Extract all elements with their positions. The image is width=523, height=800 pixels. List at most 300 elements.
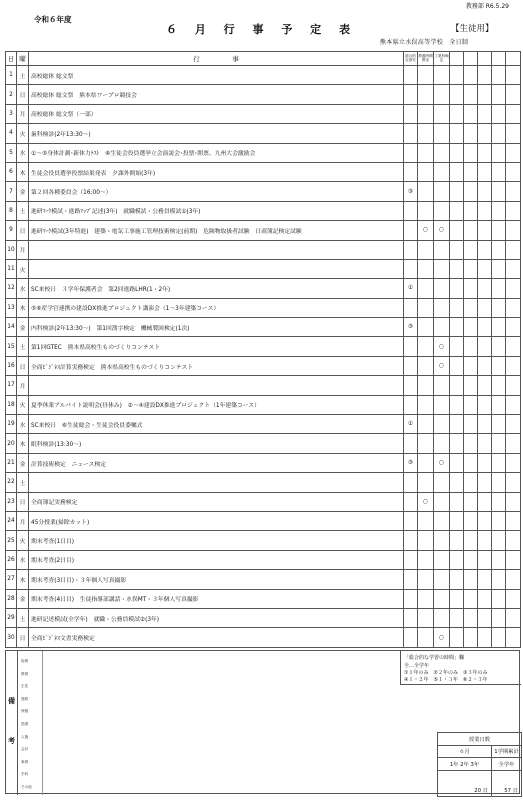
mark-cell xyxy=(478,259,492,278)
mark-cell xyxy=(492,259,506,278)
mark-cell xyxy=(478,240,492,259)
weekday-cell: 日 xyxy=(17,221,29,240)
legend-line: ①１年のみ ②２年のみ ③３年のみ xyxy=(404,670,488,676)
mark-cell xyxy=(450,279,464,298)
department-label: 進路 xyxy=(21,696,29,701)
weekday-cell: 木 xyxy=(17,434,29,453)
mark-cell xyxy=(464,356,478,375)
mark-cell: ○ xyxy=(434,628,450,647)
mark-cell xyxy=(478,434,492,453)
schedule-table xyxy=(5,51,521,648)
day-cell: 24 xyxy=(6,511,17,530)
mark-cell xyxy=(404,162,418,181)
mark-cell xyxy=(506,85,521,104)
blank-header xyxy=(492,52,506,66)
mark-cell xyxy=(478,511,492,530)
mark-cell xyxy=(506,182,521,201)
mark-cell xyxy=(464,259,478,278)
event-cell: 全商簿記実務検定 xyxy=(29,492,404,511)
event-cell: SC来校日 ⑥生徒総会・生徒会役員委嘱式 xyxy=(29,415,404,434)
mark-cell xyxy=(464,434,478,453)
mark-cell: ③ xyxy=(404,318,418,337)
event-cell: ⑤⑥産学官連携の建設DX推進プロジェクト講演会（1～3年建築コース） xyxy=(29,298,404,317)
mark-cell xyxy=(492,473,506,492)
mark-cell xyxy=(492,492,506,511)
event-cell: 生徒会役員選挙投票結果発表 夕課外開始(3年) xyxy=(29,162,404,181)
mark-cell xyxy=(404,124,418,143)
mark-cell xyxy=(450,124,464,143)
mark-cell xyxy=(418,453,434,472)
table-row xyxy=(6,473,521,492)
weekday-cell: 日 xyxy=(17,492,29,511)
table-row xyxy=(6,182,521,201)
mark-cell xyxy=(434,511,450,530)
mark-cell xyxy=(404,337,418,356)
mark-cell xyxy=(492,143,506,162)
mark-cell xyxy=(450,570,464,589)
mark-cell xyxy=(450,298,464,317)
mark-cell xyxy=(492,589,506,608)
mark-cell xyxy=(450,395,464,414)
event-cell xyxy=(29,240,404,259)
event-cell: 期末考査(3日目)・３年個人写真撮影 xyxy=(29,570,404,589)
table-row xyxy=(6,608,521,627)
table-row xyxy=(6,298,521,317)
mark-cell xyxy=(404,240,418,259)
mark-cell xyxy=(492,570,506,589)
mark-cell xyxy=(478,279,492,298)
mark-cell xyxy=(478,356,492,375)
event-cell: 45分授業(掃除カット) xyxy=(29,511,404,530)
department-label: 教務 xyxy=(21,671,29,676)
mark-cell xyxy=(418,240,434,259)
table-row xyxy=(6,259,521,278)
weekday-cell: 水 xyxy=(17,550,29,569)
weekday-cell: 火 xyxy=(17,395,29,414)
mark-cell xyxy=(492,511,506,530)
mark-cell xyxy=(506,259,521,278)
mark-cell xyxy=(450,259,464,278)
day-cell: 22 xyxy=(6,473,17,492)
table-row xyxy=(6,453,521,472)
mark-cell xyxy=(492,104,506,123)
table-row xyxy=(6,66,521,85)
mark-cell xyxy=(506,473,521,492)
legend-line: ④１・２年 ⑤１・３年 ⑥２・３年 xyxy=(404,677,488,683)
mark-cell xyxy=(434,550,450,569)
mark-cell xyxy=(506,298,521,317)
mark-cell xyxy=(450,221,464,240)
mark-cell xyxy=(492,550,506,569)
mark-cell xyxy=(492,337,506,356)
school-days-table xyxy=(437,732,522,797)
mark-cell xyxy=(418,162,434,181)
mark-cell xyxy=(478,453,492,472)
mark-cell xyxy=(506,608,521,627)
weekday-cell: 木 xyxy=(17,298,29,317)
mark-cell xyxy=(434,298,450,317)
mark-cell xyxy=(434,473,450,492)
day-cell: 9 xyxy=(6,221,17,240)
mark-cell xyxy=(492,162,506,181)
department-label: 学科 xyxy=(21,772,29,777)
table-row xyxy=(6,570,521,589)
event-cell: 高校総体 総文祭 xyxy=(29,66,404,85)
day-cell: 4 xyxy=(6,124,17,143)
sub-header-inquiry: 総合的な探究 xyxy=(404,52,418,66)
weekday-cell: 月 xyxy=(17,240,29,259)
table-row xyxy=(6,162,521,181)
legend-line: 「総合的な学習の時間」欄 xyxy=(404,655,465,661)
department-label: 人権 xyxy=(21,734,29,739)
event-cell xyxy=(29,376,404,395)
mark-cell xyxy=(434,570,450,589)
event-cell: 高校総体 総文祭 熊本県ワープロ競技会 xyxy=(29,85,404,104)
mark-cell: ○ xyxy=(418,492,434,511)
mark-cell xyxy=(506,318,521,337)
mark-cell xyxy=(492,240,506,259)
mark-cell xyxy=(478,124,492,143)
mark-cell xyxy=(478,608,492,627)
weekday-cell: 火 xyxy=(17,531,29,550)
mark-cell xyxy=(478,66,492,85)
day-cell: 30 xyxy=(6,628,17,647)
mark-cell xyxy=(506,356,521,375)
mark-cell xyxy=(464,124,478,143)
mark-cell xyxy=(464,279,478,298)
department-list xyxy=(19,651,43,795)
weekday-cell: 日 xyxy=(17,356,29,375)
mark-cell xyxy=(418,143,434,162)
weekday-cell: 金 xyxy=(17,453,29,472)
mark-cell xyxy=(450,628,464,647)
sub-header-classroom: 教養時間教室 xyxy=(418,52,434,66)
mark-cell xyxy=(492,531,506,550)
table-row xyxy=(6,85,521,104)
table-row xyxy=(6,531,521,550)
remarks-label-top: 備 xyxy=(8,697,15,705)
mark-cell xyxy=(404,221,418,240)
mark-cell xyxy=(492,182,506,201)
mark-cell xyxy=(450,162,464,181)
grade-label: 1年 2年 3年 xyxy=(438,758,492,771)
mark-cell xyxy=(492,66,506,85)
mark-cell xyxy=(478,298,492,317)
day-cell: 28 xyxy=(6,589,17,608)
weekday-cell: 水 xyxy=(17,279,29,298)
mark-cell xyxy=(434,395,450,414)
mark-cell xyxy=(492,279,506,298)
mark-cell xyxy=(492,85,506,104)
legend-line: 全…全学年 xyxy=(404,663,430,669)
department-label: 図書 xyxy=(21,722,29,726)
school-name: 熊本県立水俣高等学校 全日制 xyxy=(380,39,469,46)
mark-cell xyxy=(506,628,521,647)
mark-cell xyxy=(450,356,464,375)
mark-cell xyxy=(404,85,418,104)
mark-cell xyxy=(506,337,521,356)
day-cell: 1 xyxy=(6,66,17,85)
mark-cell xyxy=(464,608,478,627)
mark-cell xyxy=(464,143,478,162)
event-cell: 進研ﾏｰｸ模試(3年特進) 建築・電気工事施工管理技術検定(前期) 危険物取扱者試験 日商簿記検定試験 xyxy=(29,221,404,240)
remarks-label-bottom: 考 xyxy=(8,737,15,745)
event-cell xyxy=(29,259,404,278)
mark-cell xyxy=(478,415,492,434)
weekday-cell: 金 xyxy=(17,318,29,337)
mark-cell xyxy=(506,376,521,395)
day-cell: 6 xyxy=(6,162,17,181)
table-row xyxy=(6,376,521,395)
mark-cell xyxy=(418,570,434,589)
event-cell: 進研ﾏｰｸ模試・進路ﾏｯﾌﾟ記述(3年) 就職模試・公務員模試①(3年) xyxy=(29,201,404,220)
mark-cell xyxy=(464,376,478,395)
mark-cell xyxy=(450,85,464,104)
table-row xyxy=(6,589,521,608)
mark-cell xyxy=(506,104,521,123)
event-cell: 全商ﾋﾞｼﾞﾈｽ文書実務検定 xyxy=(29,628,404,647)
schedule-rows xyxy=(6,66,521,648)
mark-cell xyxy=(464,162,478,181)
mark-cell: ① xyxy=(404,279,418,298)
mark-cell xyxy=(464,318,478,337)
cumulative-days-value: 57 日 xyxy=(492,770,522,796)
mark-cell xyxy=(450,201,464,220)
department-label: 保健 xyxy=(21,709,29,714)
mark-cell xyxy=(478,143,492,162)
mark-cell xyxy=(492,395,506,414)
day-cell: 13 xyxy=(6,298,17,317)
mark-cell xyxy=(450,415,464,434)
mark-cell xyxy=(418,104,434,123)
remarks-label-column xyxy=(6,651,18,795)
mark-cell xyxy=(492,434,506,453)
mark-cell xyxy=(464,511,478,530)
mark-cell: ○ xyxy=(434,337,450,356)
table-row xyxy=(6,628,521,647)
mark-cell xyxy=(478,376,492,395)
mark-cell xyxy=(450,318,464,337)
event-cell: 第1回GTEC 熊本県高校生ものづくりコンテスト xyxy=(29,337,404,356)
mark-cell xyxy=(492,201,506,220)
mark-cell xyxy=(434,85,450,104)
events-header: 行 事 xyxy=(29,52,404,66)
weekday-cell: 月 xyxy=(17,511,29,530)
day-cell: 5 xyxy=(6,143,17,162)
mark-cell xyxy=(418,531,434,550)
mark-cell xyxy=(492,453,506,472)
mark-cell xyxy=(418,628,434,647)
mark-cell xyxy=(450,589,464,608)
mark-cell xyxy=(506,453,521,472)
table-row xyxy=(6,318,521,337)
table-row xyxy=(6,337,521,356)
mark-cell xyxy=(478,104,492,123)
mark-cell xyxy=(464,531,478,550)
weekday-cell: 火 xyxy=(17,259,29,278)
mark-cell xyxy=(506,415,521,434)
event-cell: 夏季休業アルバイト説明会(昼休み) ②～④建設DX推進プロジェクト（1年建築コース） xyxy=(29,395,404,414)
day-cell: 20 xyxy=(6,434,17,453)
department-label: 総務 xyxy=(21,659,29,663)
mark-cell xyxy=(506,201,521,220)
table-row xyxy=(6,356,521,375)
mark-cell xyxy=(450,143,464,162)
day-cell: 12 xyxy=(6,279,17,298)
mark-cell xyxy=(404,356,418,375)
mark-cell xyxy=(418,337,434,356)
table-row xyxy=(6,434,521,453)
table-row xyxy=(6,201,521,220)
table-row xyxy=(6,550,521,569)
event-cell: 内科検診(2年13:30～) 第1回漢字検定 機械製図検定(1次) xyxy=(29,318,404,337)
mark-cell xyxy=(418,356,434,375)
mark-cell xyxy=(478,550,492,569)
weekday-cell: 土 xyxy=(17,337,29,356)
mark-cell xyxy=(450,608,464,627)
mark-cell xyxy=(492,376,506,395)
weekday-cell: 水 xyxy=(17,143,29,162)
day-cell: 18 xyxy=(6,395,17,414)
mark-cell xyxy=(418,395,434,414)
weekday-cell: 金 xyxy=(17,589,29,608)
table-row xyxy=(6,124,521,143)
mark-cell xyxy=(464,337,478,356)
table-row xyxy=(6,415,521,434)
mark-cell xyxy=(418,259,434,278)
mark-cell xyxy=(450,376,464,395)
audience-label: 【生徒用】 xyxy=(451,24,494,34)
day-cell: 25 xyxy=(6,531,17,550)
mark-cell xyxy=(450,473,464,492)
mark-cell xyxy=(418,415,434,434)
mark-cell xyxy=(434,589,450,608)
school-days-title: 授業日数 xyxy=(438,733,522,746)
mark-cell xyxy=(506,143,521,162)
mark-cell xyxy=(450,182,464,201)
fiscal-year: 令和６年度 xyxy=(34,15,72,24)
weekday-header: 曜 xyxy=(17,52,29,66)
mark-cell xyxy=(506,66,521,85)
weekday-cell: 月 xyxy=(17,104,29,123)
mark-cell xyxy=(404,104,418,123)
mark-cell xyxy=(464,182,478,201)
mark-cell xyxy=(434,124,450,143)
mark-cell xyxy=(434,240,450,259)
mark-cell xyxy=(434,104,450,123)
mark-cell xyxy=(418,550,434,569)
mark-cell xyxy=(404,531,418,550)
mark-cell xyxy=(506,550,521,569)
mark-cell: ③ xyxy=(404,453,418,472)
department-label: 事務 xyxy=(21,759,29,764)
mark-cell xyxy=(434,259,450,278)
weekday-cell: 木 xyxy=(17,570,29,589)
mark-cell xyxy=(478,201,492,220)
day-cell: 8 xyxy=(6,201,17,220)
mark-cell xyxy=(478,318,492,337)
day-cell: 10 xyxy=(6,240,17,259)
mark-cell xyxy=(506,395,521,414)
all-grades-label: 全学年 xyxy=(492,758,522,771)
mark-cell xyxy=(418,85,434,104)
mark-cell xyxy=(478,221,492,240)
event-cell: 進研記述模試(全学年) 就職・公務員模試②(3年) xyxy=(29,608,404,627)
mark-cell xyxy=(506,221,521,240)
weekday-cell: 水 xyxy=(17,415,29,434)
mark-cell xyxy=(506,511,521,530)
mark-cell xyxy=(434,415,450,434)
table-header-row xyxy=(6,52,521,66)
mark-cell xyxy=(464,298,478,317)
day-cell: 7 xyxy=(6,182,17,201)
mark-cell xyxy=(506,240,521,259)
mark-cell xyxy=(418,589,434,608)
weekday-cell: 土 xyxy=(17,66,29,85)
mark-cell xyxy=(434,318,450,337)
mark-cell xyxy=(418,473,434,492)
mark-cell xyxy=(418,201,434,220)
event-cell: 計算技術検定 ニュース検定 xyxy=(29,453,404,472)
mark-cell xyxy=(434,66,450,85)
mark-cell xyxy=(404,628,418,647)
mark-cell xyxy=(434,608,450,627)
mark-cell: ○ xyxy=(434,453,450,472)
issue-stamp: 教務部 R6.5.29 xyxy=(465,3,509,10)
mark-cell xyxy=(478,182,492,201)
event-cell: ①～⑤身体計測･新体力ﾃｽﾄ ⑥生徒会役員選挙立会演説会･投票･開票、九州大会激励会 xyxy=(29,143,404,162)
mark-cell xyxy=(478,395,492,414)
mark-cell: ○ xyxy=(418,221,434,240)
mark-cell xyxy=(492,221,506,240)
mark-cell xyxy=(404,570,418,589)
blank-header xyxy=(478,52,492,66)
mark-cell xyxy=(434,162,450,181)
mark-cell xyxy=(450,550,464,569)
mark-cell: ③ xyxy=(404,182,418,201)
mark-cell xyxy=(506,162,521,181)
mark-cell xyxy=(450,434,464,453)
day-cell: 15 xyxy=(6,337,17,356)
mark-cell xyxy=(506,434,521,453)
mark-cell xyxy=(418,124,434,143)
mark-cell xyxy=(478,337,492,356)
integrated-study-legend xyxy=(400,651,521,685)
weekday-cell: 日 xyxy=(17,628,29,647)
mark-cell xyxy=(404,550,418,569)
mark-cell xyxy=(464,415,478,434)
weekday-cell: 日 xyxy=(17,85,29,104)
table-row xyxy=(6,511,521,530)
mark-cell xyxy=(450,492,464,511)
table-row xyxy=(6,143,521,162)
mark-cell xyxy=(478,570,492,589)
sub-header-certification: 工業科検定 xyxy=(434,52,450,66)
day-cell: 2 xyxy=(6,85,17,104)
mark-cell xyxy=(418,318,434,337)
mark-cell xyxy=(464,221,478,240)
mark-cell xyxy=(418,511,434,530)
mark-cell xyxy=(506,124,521,143)
mark-cell xyxy=(478,473,492,492)
day-cell: 19 xyxy=(6,415,17,434)
mark-cell xyxy=(506,492,521,511)
month-label: ６月 xyxy=(438,745,492,758)
event-cell: 期末考査(4日目) 生徒指導部講話・水俣MT・３年個人写真撮影 xyxy=(29,589,404,608)
day-cell: 11 xyxy=(6,259,17,278)
mark-cell xyxy=(404,143,418,162)
mark-cell xyxy=(418,66,434,85)
